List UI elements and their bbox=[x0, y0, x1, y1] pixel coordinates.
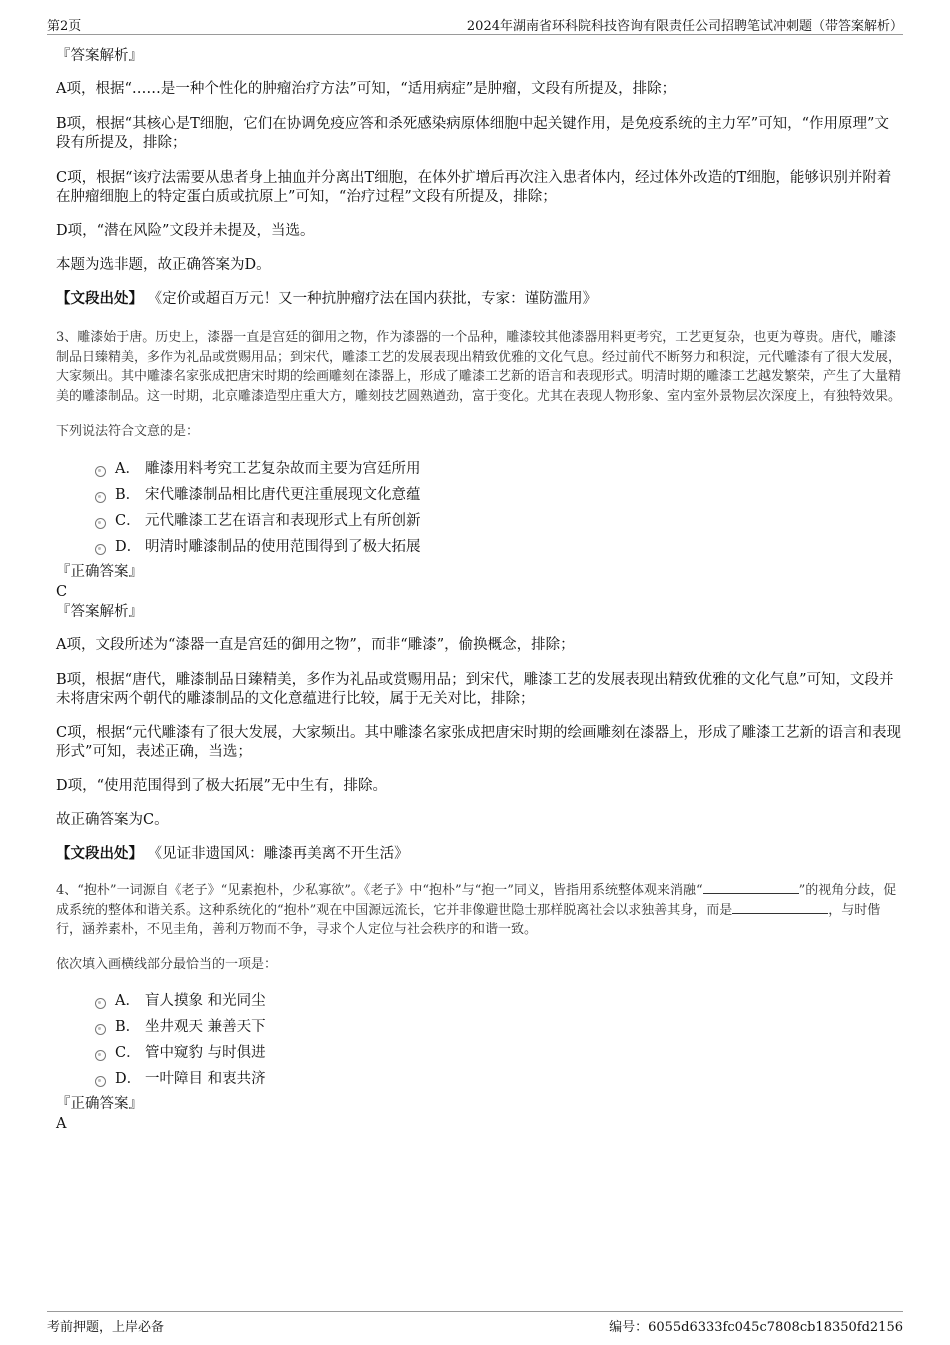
q3-conclusion: 故正确答案为C。 bbox=[56, 812, 169, 828]
q3-options bbox=[56, 456, 902, 560]
footer-slogan: 考前押题，上岸必备 bbox=[47, 1320, 165, 1335]
q3-answer-label: 『正确答案』 bbox=[56, 564, 143, 580]
q4-option-a[interactable]: A． 盲人摸象 和光同尘 bbox=[56, 988, 902, 1014]
q2-analysis-a: A项，根据“……是一种个性化的肿瘤治疗方法”可知，“适用病症”是肿瘤，文段有所提及，排除； bbox=[56, 81, 677, 97]
page-header bbox=[47, 12, 903, 35]
q3-analysis-c: C项，根据“元代雕漆有了很大发展，大家频出。其中雕漆名家张成把唐宋时期的绘画雕刻在漆器上，形成了雕漆工艺新的语言和表现形式”可知，表述正确，当选； bbox=[56, 725, 902, 760]
q3-source bbox=[56, 844, 902, 864]
q3-stem: 3、雕漆始于唐。历史上，漆器一直是宫廷的御用之物，作为漆器的一个品种，雕漆较其他漆器用料更考究，工艺更复杂，也更为尊贵。唐代，雕漆制品日臻精美，多作为礼品或赏赐用品；到宋代，雕漆工艺的发展表现出精致优雅的文化气息。经过前代不断努力和积淀，元代雕漆有了很大发展，大家频出。其中雕漆名家张成把唐宋时期的绘画雕刻在漆器上，形成了雕漆工艺新的语言和表现形式。明清时期的雕漆工艺越发繁荣，产生了大量精美的雕漆制品。这一时期，北京雕漆造型庄重大方，雕刻技艺圆熟遒劲，富于变化。尤其在表现人物形象、室内室外景物层次深度上，有独特效果。 bbox=[56, 330, 902, 404]
q3-source-label: 【文段出处】 bbox=[56, 845, 143, 862]
radio-icon[interactable] bbox=[95, 998, 106, 1009]
q4-options bbox=[56, 988, 902, 1092]
q3-option-b[interactable]: B． 宋代雕漆制品相比唐代更注重展现文化意蕴 bbox=[56, 482, 902, 508]
q2-source-label: 【文段出处】 bbox=[56, 290, 143, 307]
q3-analysis-b: B项，根据“唐代，雕漆制品日臻精美，多作为礼品或赏赐用品；到宋代，雕漆工艺的发展表现出精致优雅的文化气息”可知，文段并未将唐宋两个朝代的雕漆制品的文化意蕴进行比较，属于无关对比，排除； bbox=[56, 672, 894, 707]
q3-prompt: 下列说法符合文意的是： bbox=[56, 424, 200, 439]
page-footer bbox=[47, 1311, 903, 1336]
q3-analysis-d: D项，“使用范围得到了极大拓展”无中生有，排除。 bbox=[56, 778, 387, 794]
q3-analysis-label: 『答案解析』 bbox=[56, 604, 143, 620]
radio-icon[interactable] bbox=[95, 1050, 106, 1061]
q4-answer-label: 『正确答案』 bbox=[56, 1095, 143, 1112]
q4-option-c[interactable]: C． 管中窥豹 与时俱进 bbox=[56, 1040, 902, 1066]
q3-option-c[interactable]: C． 元代雕漆工艺在语言和表现形式上有所创新 bbox=[56, 508, 902, 534]
q2-source-title: 《定价或超百万元！又一种抗肿瘤疗法在国内获批，专家：谨防滥用》 bbox=[147, 291, 598, 307]
radio-icon[interactable] bbox=[95, 492, 106, 503]
q3-analysis-a: A项，文段所述为“漆器一直是宫廷的御用之物”，而非“雕漆”，偷换概念，排除； bbox=[56, 637, 575, 653]
q2-conclusion: 本题为选非题，故正确答案为D。 bbox=[56, 257, 271, 273]
radio-icon[interactable] bbox=[95, 518, 106, 529]
page-content bbox=[56, 46, 902, 1134]
q3-option-a[interactable]: A． 雕漆用料考究工艺复杂故而主要为宫廷所用 bbox=[56, 456, 902, 482]
radio-icon[interactable] bbox=[95, 1076, 106, 1087]
q4-stem: 4、“抱朴”一词源自《老子》“见素抱朴，少私寡欲”。《老子》中“抱朴”与“抱一”同义，皆指用系统整体观来消融“ ”的视角分歧，促成系统的整体和谐关系。这种系统化的“抱朴”观在中国源远流长，它并非像避世隐士那样脱离社会以求独善其身，而是 ，与时偕行，涵养素朴，不见圭角，善利万物而不争，寻求个人定位与社会秩序的和谐一致。 bbox=[56, 883, 897, 937]
blank-2 bbox=[732, 901, 828, 914]
blank-1 bbox=[703, 881, 799, 894]
q3-option-d[interactable]: D． 明清时雕漆制品的使用范围得到了极大拓展 bbox=[56, 534, 902, 560]
q4-answer: A bbox=[56, 1115, 67, 1132]
q3-answer: C bbox=[56, 584, 68, 600]
q3-source-title: 《见证非遗国风：雕漆再美离不开生活》 bbox=[147, 846, 409, 862]
q2-analysis-d: D项，“潜在风险”文段并未提及，当选。 bbox=[56, 223, 315, 239]
document-title: 2024年湖南省环科院科技咨询有限责任公司招聘笔试冲刺题（带答案解析） bbox=[466, 19, 903, 34]
q2-analysis-label: 『答案解析』 bbox=[56, 48, 143, 64]
q2-analysis-c: C项，根据“该疗法需要从患者身上抽血并分离出T细胞，在体外扩增后再次注入患者体内，经过体外改造的T细胞，能够识别并附着在肿瘤细胞上的特定蛋白质或抗原上”可知，“治疗过程”文段有所提及，排除； bbox=[56, 170, 892, 205]
q4-option-d[interactable]: D． 一叶障目 和衷共济 bbox=[56, 1066, 902, 1092]
q4-prompt: 依次填入画横线部分最恰当的一项是： bbox=[56, 956, 278, 972]
q4-option-b[interactable]: B． 坐井观天 兼善天下 bbox=[56, 1014, 902, 1040]
document-serial: 编号：6055d6333fc045c7808cb18350fd2156 bbox=[609, 1320, 903, 1335]
q2-source bbox=[56, 289, 902, 309]
radio-icon[interactable] bbox=[95, 544, 106, 555]
radio-icon[interactable] bbox=[95, 1024, 106, 1035]
q2-analysis-b: B项，根据“其核心是T细胞，它们在协调免疫应答和杀死感染病原体细胞中起关键作用，是免疫系统的主力军”可知，“作用原理”文段有所提及，排除； bbox=[56, 116, 889, 151]
page-number: 第2页 bbox=[47, 19, 82, 34]
radio-icon[interactable] bbox=[95, 466, 106, 477]
